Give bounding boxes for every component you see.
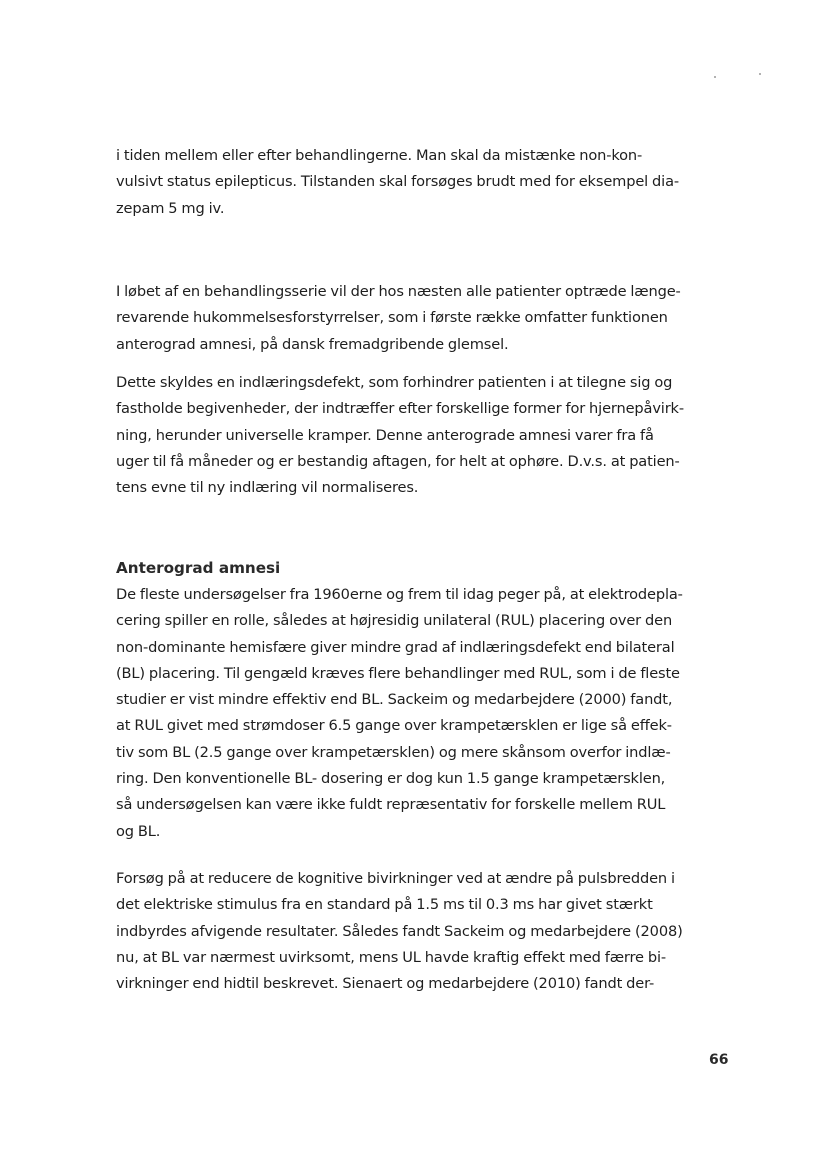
paragraph-line: revarende hukommelsesforstyrrelser, som i første række omfatter funktionen	[116, 309, 668, 327]
paragraph-line: at RUL givet med strømdoser 6.5 gange over krampetærsklen er lige så effek-	[116, 717, 672, 735]
paragraph-line: Forsøg på at reducere de kognitive bivirkninger ved at ændre på pulsbredden i	[116, 870, 675, 887]
paragraph-line: ning, herunder universelle kramper. Denne anterograde amnesi varer fra få	[116, 426, 654, 444]
paragraph-line: vulsivt status epilepticus. Tilstanden skal forsøges brudt med for eksempel dia-	[116, 173, 679, 191]
section-heading: Anterograd amnesi	[116, 559, 281, 577]
paragraph-line: og BL.	[116, 822, 161, 840]
paragraph-line: tens evne til ny indlæring vil normaliseres.	[116, 479, 419, 497]
paragraph-line: virkninger end hidtil beskrevet. Sienaert og medarbejdere (2010) fandt der-	[116, 975, 655, 993]
paragraph-4	[116, 582, 732, 845]
paragraph-1	[116, 143, 732, 222]
paragraph-line: så undersøgelsen kan være ikke fuldt repræsentativ for forskelle mellem RUL	[116, 796, 666, 814]
paragraph-line: non-dominante hemisfære giver mindre grad af indlæringsdefekt end bilateral	[116, 638, 675, 656]
scan-speck	[759, 73, 761, 75]
paragraph-line: tiv som BL (2.5 gange over krampetærsklen) og mere skånsom overfor indlæ-	[116, 743, 671, 761]
paragraph-5	[116, 866, 732, 997]
paragraph-line: zepam 5 mg iv.	[116, 199, 225, 217]
paragraph-line: cering spiller en rolle, således at højresidig unilateral (RUL) placering over den	[116, 612, 673, 630]
paragraph-line: det elektriske stimulus fra en standard på 1.5 ms til 0.3 ms har givet stærkt	[116, 896, 653, 914]
paragraph-line: nu, at BL var nærmest uvirksomt, mens UL havde kraftig effekt med færre bi-	[116, 948, 666, 966]
paragraph-line: I løbet af en behandlingsserie vil der hos næsten alle patienter optræde længe-	[116, 283, 681, 300]
scan-speck	[714, 76, 716, 78]
paragraph-line: uger til få måneder og er bestandig aftagen, for helt at ophøre. D.v.s. at patien-	[116, 452, 680, 470]
paragraph-line: fastholde begivenheder, der indtræffer efter forskellige former for hjernepåvirk-	[116, 400, 684, 418]
paragraph-3	[116, 370, 732, 501]
paragraph-line: anterograd amnesi, på dansk fremadgribende glemsel.	[116, 335, 509, 353]
paragraph-line: i tiden mellem eller efter behandlingerne. Man skal da mistænke non-kon-	[116, 147, 643, 164]
paragraph-line: ring. Den konventionelle BL- dosering er dog kun 1.5 gange krampetærsklen,	[116, 770, 666, 788]
paragraph-line: (BL) placering. Til gengæld kræves flere behandlinger med RUL, som i de fleste	[116, 664, 680, 682]
paragraph-line: Dette skyldes en indlæringsdefekt, som forhindrer patienten i at tilegne sig og	[116, 374, 673, 391]
paragraph-line: studier er vist mindre effektiv end BL. Sackeim og medarbejdere (2000) fandt,	[116, 691, 673, 709]
paragraph-2	[116, 279, 732, 358]
paragraph-line: indbyrdes afvigende resultater. Således fandt Sackeim og medarbejdere (2008)	[116, 922, 683, 940]
page-number: 66	[709, 1052, 729, 1068]
paragraph-line: De fleste undersøgelser fra 1960erne og frem til idag peger på, at elektrodepla-	[116, 586, 683, 603]
